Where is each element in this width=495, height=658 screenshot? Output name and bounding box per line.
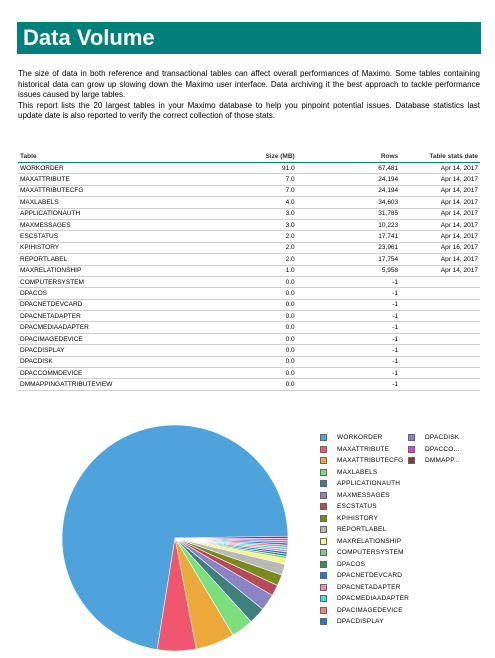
cell-stats-date: Apr 14, 2017 — [400, 231, 480, 242]
cell-rows: 24,194 — [297, 185, 400, 196]
cell-rows: -1 — [297, 311, 400, 322]
cell-stats-date — [400, 299, 480, 310]
cell-size: 0.0 — [207, 356, 297, 367]
cell-table-name: DPACCOMMDEVICE — [18, 368, 207, 379]
table-row — [18, 356, 480, 367]
legend-swatch — [408, 434, 415, 441]
table-row — [18, 163, 480, 174]
table-row — [18, 379, 480, 390]
cell-rows: -1 — [297, 322, 400, 333]
cell-table-name: COMPUTERSYSTEM — [18, 276, 207, 287]
cell-stats-date: Apr 14, 2017 — [400, 254, 480, 265]
header-rows: Rows — [297, 151, 400, 163]
legend-label: APPLICATIONAUTH — [337, 480, 401, 487]
legend-swatch — [320, 480, 327, 487]
legend-swatch — [320, 457, 327, 464]
legend-label: DPACDISK — [425, 434, 460, 441]
cell-size: 7.0 — [207, 174, 297, 185]
pie-chart-svg — [60, 423, 290, 653]
cell-size: 2.0 — [207, 254, 297, 265]
cell-table-name: KPIHISTORY — [18, 242, 207, 253]
table-row — [18, 276, 480, 287]
legend-swatch — [320, 607, 327, 614]
cell-stats-date — [400, 333, 480, 344]
cell-size: 0.0 — [207, 379, 297, 390]
table-row — [18, 231, 480, 242]
page-title: Data Volume — [17, 22, 481, 54]
cell-size: 0.0 — [207, 311, 297, 322]
table-row — [18, 345, 480, 356]
data-volume-table — [18, 151, 480, 391]
legend-label: DPACNETADAPTER — [337, 583, 401, 591]
legend-swatch — [320, 515, 327, 522]
table-row — [18, 333, 480, 344]
cell-table-name: DPACMEDIAADAPTER — [18, 322, 207, 333]
cell-stats-date — [400, 311, 480, 322]
cell-size: 0.0 — [207, 276, 297, 287]
cell-size: 0.0 — [207, 345, 297, 356]
cell-stats-date — [400, 345, 480, 356]
table-row — [18, 265, 480, 276]
table-row — [18, 311, 480, 322]
cell-rows: 67,481 — [297, 163, 400, 174]
legend-label: DPACOS — [337, 560, 366, 568]
table-header-row — [18, 151, 480, 163]
cell-rows: 23,961 — [297, 242, 400, 253]
table-row — [18, 322, 480, 333]
legend-label: KPIHISTORY — [337, 514, 379, 522]
table-row — [18, 254, 480, 265]
cell-rows: 24,194 — [297, 174, 400, 185]
cell-size: 91.0 — [207, 163, 297, 174]
cell-table-name: MAXMESSAGES — [18, 219, 207, 230]
cell-size: 0.0 — [207, 368, 297, 379]
legend-swatch — [320, 434, 327, 441]
cell-size: 3.0 — [207, 219, 297, 230]
cell-size: 0.0 — [207, 288, 297, 299]
cell-size: 0.0 — [207, 299, 297, 310]
cell-stats-date: Apr 14, 2017 — [400, 163, 480, 174]
header-stats-date: Table stats date — [400, 151, 480, 163]
intro-paragraph-2: This report lists the 20 largest tables in your Maximo database to help you pinpoint potential issues. Database statistics last update date is also reported to verify the correct collection of those stats. — [18, 100, 480, 121]
table-row — [18, 197, 480, 208]
legend-swatch — [320, 492, 327, 499]
cell-rows: 17,741 — [297, 231, 400, 242]
legend-label: DMMAPP... — [425, 457, 460, 464]
cell-rows: 17,754 — [297, 254, 400, 265]
table-row — [18, 185, 480, 196]
cell-size: 0.0 — [207, 333, 297, 344]
cell-rows: -1 — [297, 379, 400, 390]
cell-rows: 34,603 — [297, 197, 400, 208]
legend-swatch — [320, 549, 327, 556]
cell-size: 2.0 — [207, 242, 297, 253]
cell-table-name: APPLICATIONAUTH — [18, 208, 207, 219]
table-row — [18, 368, 480, 379]
header-size: Size (MB) — [207, 151, 297, 163]
cell-rows: -1 — [297, 333, 400, 344]
cell-table-name: DPACIMAGEDEVICE — [18, 333, 207, 344]
cell-table-name: REPORTLABEL — [18, 254, 207, 265]
legend-label: REPORTLABEL — [337, 526, 387, 533]
legend-swatch — [408, 446, 415, 453]
cell-table-name: MAXLABELS — [18, 197, 207, 208]
legend-swatch — [320, 469, 327, 476]
table-row — [18, 208, 480, 219]
cell-size: 3.0 — [207, 208, 297, 219]
legend-label: MAXATTRIBUTECFG — [337, 457, 404, 464]
cell-table-name: DPACDISK — [18, 356, 207, 367]
cell-table-name: ESCSTATUS — [18, 231, 207, 242]
cell-rows: -1 — [297, 288, 400, 299]
cell-rows: -1 — [297, 356, 400, 367]
legend-label: DPACDISPLAY — [337, 618, 384, 625]
cell-size: 2.0 — [207, 231, 297, 242]
legend-label: DPACIMAGEDEVICE — [337, 606, 403, 614]
legend-swatch — [320, 446, 327, 453]
legend-label: COMPUTERSYSTEM — [337, 549, 404, 556]
cell-stats-date: Apr 16, 2017 — [400, 242, 480, 253]
cell-table-name: DPACNETDEVCARD — [18, 299, 207, 310]
cell-stats-date — [400, 379, 480, 390]
table-row — [18, 174, 480, 185]
cell-size: 0.0 — [207, 322, 297, 333]
header-table: Table — [18, 151, 207, 163]
legend-swatch — [320, 561, 327, 568]
cell-rows: -1 — [297, 345, 400, 356]
chart-legend — [320, 433, 490, 633]
cell-table-name: DPACOS — [18, 288, 207, 299]
legend-swatch — [320, 595, 327, 602]
table-row — [18, 288, 480, 299]
cell-size: 4.0 — [207, 197, 297, 208]
legend-swatch — [320, 572, 327, 579]
cell-table-name: DMMAPPINGATTRIBUTEVIEW — [18, 379, 207, 390]
cell-stats-date: Apr 14, 2017 — [400, 185, 480, 196]
legend-label: DPACCO... — [425, 445, 460, 453]
legend-swatch — [408, 457, 415, 464]
legend-label: MAXMESSAGES — [337, 491, 390, 499]
legend-swatch — [320, 503, 327, 510]
cell-table-name: MAXATTRIBUTE — [18, 174, 207, 185]
legend-label: MAXRELATIONSHIP — [337, 537, 402, 545]
legend-swatch — [320, 526, 327, 533]
cell-stats-date: Apr 14, 2017 — [400, 265, 480, 276]
table-row — [18, 242, 480, 253]
cell-stats-date: Apr 14, 2017 — [400, 208, 480, 219]
table-row — [18, 219, 480, 230]
cell-table-name: DPACNETADAPTER — [18, 311, 207, 322]
legend-label: MAXLABELS — [337, 468, 378, 476]
intro-text — [18, 69, 480, 122]
cell-size: 7.0 — [207, 185, 297, 196]
cell-table-name: WORKORDER — [18, 163, 207, 174]
cell-stats-date — [400, 288, 480, 299]
cell-stats-date — [400, 322, 480, 333]
legend-label: ESCSTATUS — [337, 503, 377, 510]
cell-rows: -1 — [297, 299, 400, 310]
pie-chart — [60, 423, 290, 653]
cell-stats-date — [400, 368, 480, 379]
cell-stats-date — [400, 356, 480, 367]
cell-table-name: DPACDISPLAY — [18, 345, 207, 356]
cell-rows: -1 — [297, 368, 400, 379]
intro-paragraph-1: The size of data in both reference and transactional tables can affect overall performances of Maximo. Some tables containing historical data can grow up slowing down the Maximo user interface. Data archiving it the best approach to tackle performance issues caused by large tables. — [18, 69, 480, 100]
cell-table-name: MAXATTRIBUTECFG — [18, 185, 207, 196]
cell-rows: -1 — [297, 276, 400, 287]
table-row — [18, 299, 480, 310]
cell-stats-date — [400, 276, 480, 287]
cell-rows: 31,785 — [297, 208, 400, 219]
legend-swatch — [320, 584, 327, 591]
legend-label: DPACMEDIAADAPTER — [337, 595, 410, 602]
cell-rows: 10,223 — [297, 219, 400, 230]
legend-label: WORKORDER — [337, 434, 383, 441]
cell-stats-date: Apr 14, 2017 — [400, 197, 480, 208]
cell-stats-date: Apr 14, 2017 — [400, 219, 480, 230]
cell-stats-date: Apr 14, 2017 — [400, 174, 480, 185]
cell-rows: 5,958 — [297, 265, 400, 276]
cell-table-name: MAXRELATIONSHIP — [18, 265, 207, 276]
cell-size: 1.0 — [207, 265, 297, 276]
legend-swatch — [320, 538, 327, 545]
legend-swatch — [320, 618, 327, 625]
legend-label: MAXATTRIBUTE — [337, 445, 390, 453]
legend-label: DPACNETDEVCARD — [337, 572, 403, 579]
